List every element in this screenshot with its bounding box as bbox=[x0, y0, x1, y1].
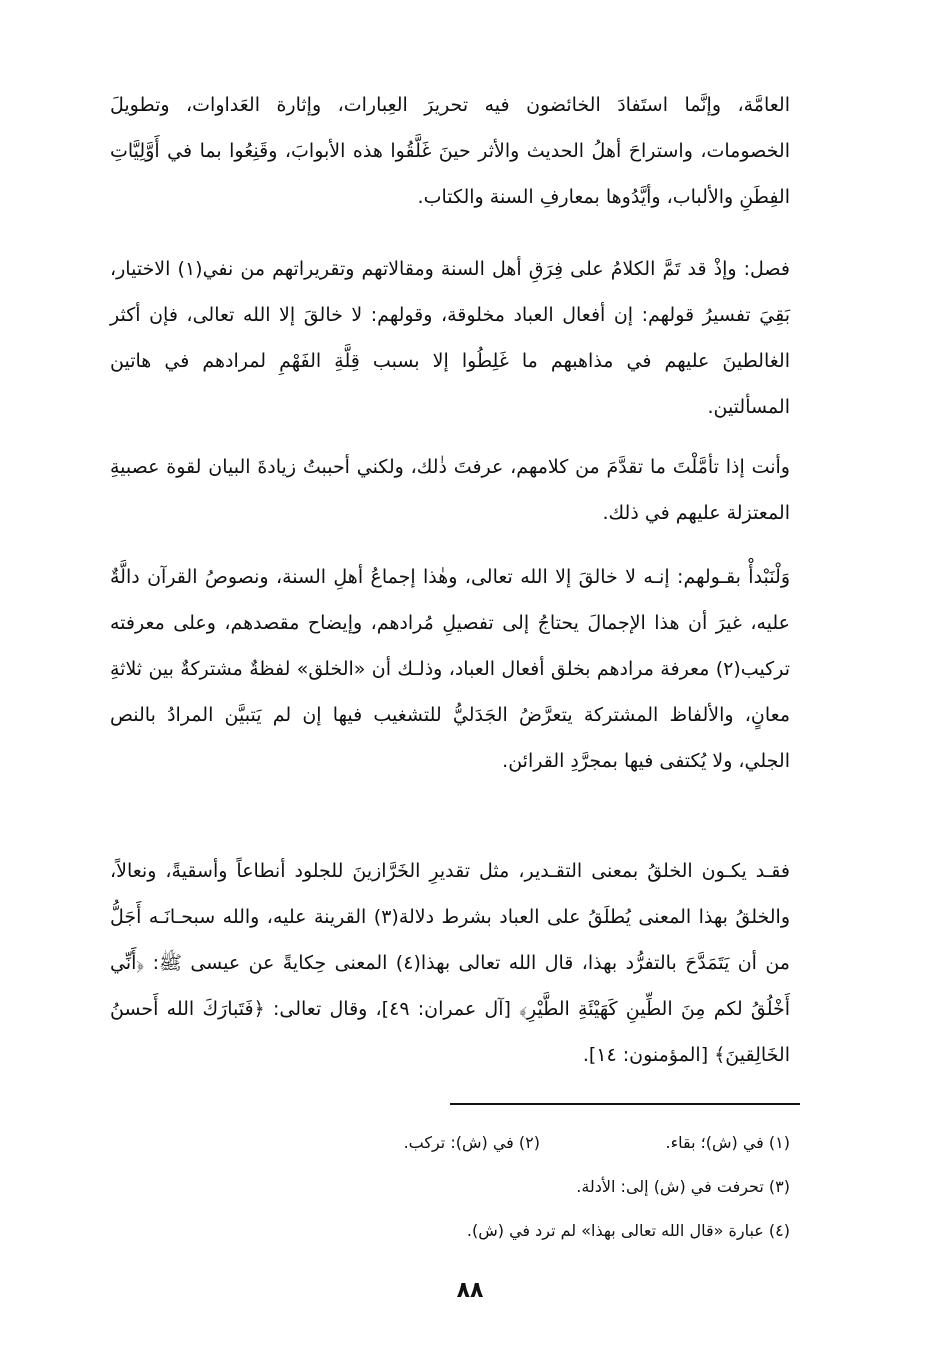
footnote-4: (٤) عبارة «قال الله تعالى بهذا» لم ترد في (ش). bbox=[466, 1221, 790, 1240]
footnote-divider bbox=[450, 1103, 800, 1105]
paragraph-4: وَلْنَبْدأْ بقـولهم: إنـه لا خالقَ إلا الله تعالى، وهٰذا إجماعُ أهلِ السنة، ونصوصُ القرآن دالَّةٌ عليه، غيرَ أن هذا الإجمالَ يحتاجُ إلى تفصيلِ مُرادهم، وإيضاح مقصدهم، وعلى معرفته تركيب(٢) معرفة مرادهم بخلق أفعال العباد، وذلـك أن «الخلق» لفظةٌ مشتركةٌ بين ثلاثةِ معانٍ، والألفاظ المشتركة يتعرَّضُ الجَدَليُّ للتشغيب فيها إن لم يَتبيَّن المرادُ بالنص الجلي، ولا يُكتفى فيها بمجرَّدِ القرائن. bbox=[110, 566, 790, 772]
footnote-row bbox=[467, 1212, 790, 1250]
footnote-1: (١) في (ش)؛ بقاء. bbox=[665, 1133, 790, 1152]
footnote-row bbox=[404, 1124, 790, 1162]
page-number: ٨٨ bbox=[456, 1278, 484, 1303]
footnote-2: (٢) في (ش): تركب. bbox=[403, 1133, 540, 1152]
paragraph-3: وأنت إذا تأمَّلْتَ ما تقدَّمَ من كلامهم، عرفتَ ذٰلك، ولكني أحببتُ زيادةَ البيان لقوة عصبيةِ المعتزلة عليهم في ذلك. bbox=[110, 456, 790, 524]
paragraph-2-fasl: فصل: وإذْ قد تَمَّ الكلامُ على فِرَقِ أهل السنة ومقالاتهم وتقريراتهم من نفي(١) الاختيار، بَقِيَ تفسيرُ قولهم: إن أفعال العباد مخلوقة، وقولهم: لا خالقَ إلا الله تعالى، فإن أكثر الغالطينَ عليهم في مذاهبهم ما غَلِطُوا إلا بسبب قِلَّةِ الفَهْمِ لمرادهم في هاتين المسألتين. bbox=[110, 258, 790, 418]
paragraph-5: فقـد يكـون الخلقُ بمعنى التقـدير، مثل تقديرِ الخَرَّازينَ للجلود أنطاعاً وأسقيةً، ونعالاً، والخلقُ بهذا المعنى يُطلَقُ على العباد بشرط دلالة(٣) القرينة عليه، والله سبحـانَـه أَجَلُّ من أن يَتَمَدَّحَ بالتفرُّد بهذا، قال الله تعالى بهذا(٤) المعنى حِكايةً عن عيسى ﷺ: ﴿أَنِّي أَخْلُقُ لكم مِنَ الطِّينِ كَهَيْئَةِ الطَّيْرِ﴾ [آل عمران: ٤٩]، وقال تعالى: ﴿فَتَبارَكَ الله أَحسنُ الخَالِقينَ﴾ [المؤمنون: ١٤]. bbox=[110, 860, 791, 1066]
footnote-3: (٣) تحرفت في (ش) إلى: الأدلة. bbox=[576, 1177, 790, 1196]
footnote-row bbox=[576, 1168, 790, 1206]
paragraph-1: العامَّة، وإنَّما استَفادَ الخائضون فيه تحريرَ العِبارات، وإثارة العَداوات، وتطويلَ الخصومات، واستراحَ أهلُ الحديث والأثر حينَ غَلَّقُوا هذه الأبوابَ، وقَنِعُوا بما في أَوَّلِيَّاتِ الفِطَنِ والألباب، وأيَّدُوها بمعارفِ السنة والكتاب. bbox=[110, 94, 790, 208]
